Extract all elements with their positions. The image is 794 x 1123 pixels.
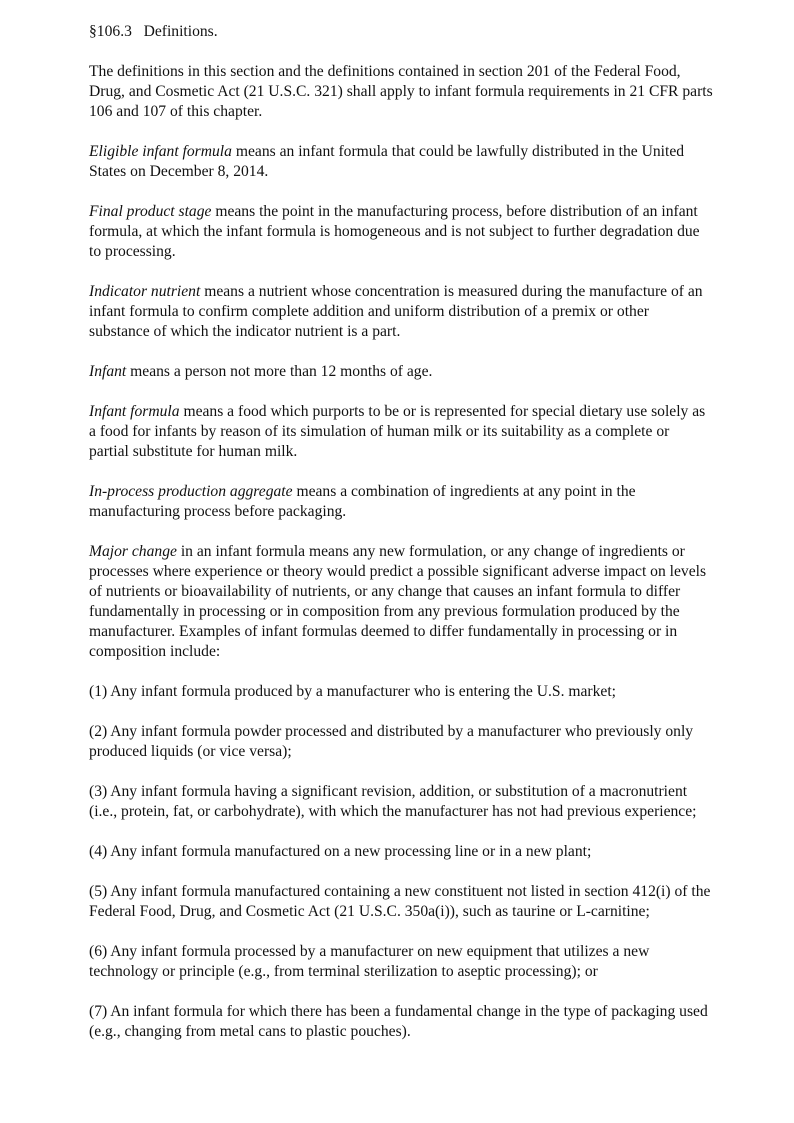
definition-term: Indicator nutrient [89, 283, 201, 300]
definition-indicator-nutrient [89, 282, 713, 342]
definition-term: Major change [89, 543, 177, 560]
example-item-2: (2) Any infant formula powder processed and distributed by a manufacturer who previously only produced liquids (or vice versa); [89, 723, 694, 760]
definition-term: Infant [89, 363, 127, 380]
definition-text: means a person not more than 12 months of age. [126, 363, 433, 380]
example-item-5: (5) Any infant formula manufactured containing a new constituent not listed in section 412(i) of the Federal Food, Drug, and Cosmetic Act (21 U.S.C. 350a(i)), such as taurine or L-carnitine; [89, 883, 711, 920]
definition-text: means a combination of ingredients at any point in the manufacturing process before packaging. [89, 483, 636, 520]
example-item-3: (3) Any infant formula having a significant revision, addition, or substitution of a macronutrient (i.e., protein, fat, or carbohydrate), with which the manufacturer has not had previous experience; [89, 783, 697, 820]
definition-text: means the point in the manufacturing process, before distribution of an infant formula, at which the infant formula is homogeneous and is not subject to further degradation due to processing. [89, 203, 700, 260]
definition-infant-formula [89, 402, 713, 462]
example-item-1: (1) Any infant formula produced by a manufacturer who is entering the U.S. market; [89, 683, 616, 700]
example-item-6: (6) Any infant formula processed by a manufacturer on new equipment that utilizes a new technology or principle (e.g., from terminal sterilization to aseptic processing); or [89, 943, 650, 980]
definition-final-product-stage [89, 202, 713, 262]
definition-text: means a food which purports to be or is represented for special dietary use solely as a food for infants by reason of its simulation of human milk or its suitability as a complete or partial substitute for human milk. [89, 403, 706, 460]
definition-text: means an infant formula that could be lawfully distributed in the United States on December 8, 2014. [89, 143, 685, 180]
definition-text: means a nutrient whose concentration is measured during the manufacture of an infant formula to confirm complete addition and uniform distribution of a premix or other substance of which the indicator nutrient is a part. [89, 283, 703, 340]
definition-eligible-infant-formula [89, 142, 713, 182]
definition-term: Final product stage [89, 203, 212, 220]
definition-text: in an infant formula means any new formulation, or any change of ingredients or processes where experience or theory would predict a possible significant adverse impact on levels of nutrients or bioavailability of nutrients, or any change that causes an infant formula to differ fundamentally in processing or in composition from any previous formulation produced by the manufacturer. Examples of infant formulas deemed to differ fundamentally in processing or in composition include: [89, 543, 707, 660]
section-heading: §106.3 Definitions. [89, 23, 218, 40]
definition-term: Eligible infant formula [89, 143, 232, 160]
definition-term: In-process production aggregate [89, 483, 293, 500]
definition-infant [89, 362, 713, 382]
definition-major-change [89, 542, 713, 662]
example-item-4: (4) Any infant formula manufactured on a new processing line or in a new plant; [89, 843, 592, 860]
document-page [89, 22, 713, 1062]
example-item-7: (7) An infant formula for which there has been a fundamental change in the type of packaging used (e.g., changing from metal cans to plastic pouches). [89, 1003, 708, 1040]
definition-in-process-production-aggregate [89, 482, 713, 522]
definition-term: Infant formula [89, 403, 180, 420]
intro-paragraph: The definitions in this section and the definitions contained in section 201 of the Federal Food, Drug, and Cosmetic Act (21 U.S.C. 321) shall apply to infant formula requirements in 21 CFR parts 106 and 107 of this chapter. [89, 63, 713, 120]
